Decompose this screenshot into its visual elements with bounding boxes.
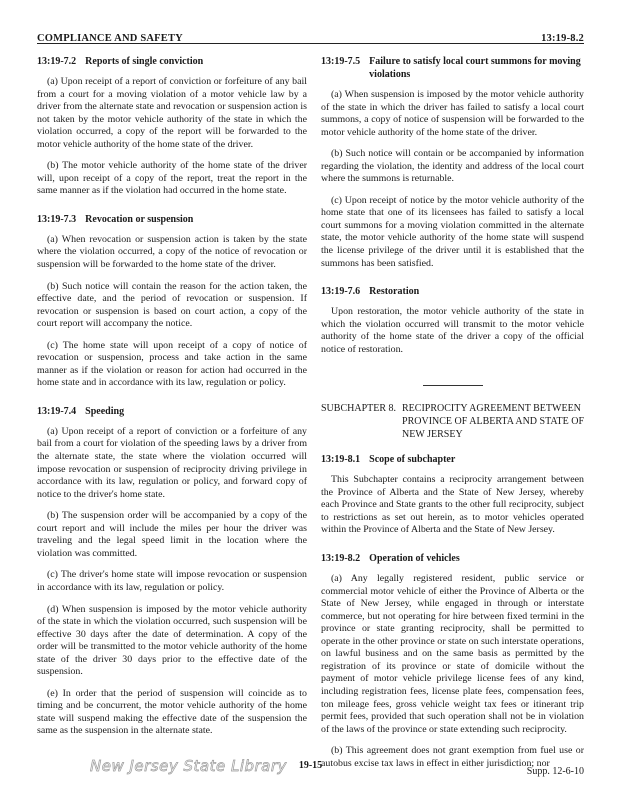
section-paragraph: (a) When revocation or suspension action is taken by the state where the violation occurred, a copy of the notice of revocation or suspension will be forwarded to the home state of the driver. — [37, 233, 307, 271]
section-title: Restoration — [369, 286, 420, 298]
section-paragraph: This Subchapter contains a reciprocity arrangement between the Province of Alberta and the State of New Jersey, whereby each Province and State grants to the other full reciprocity, subject to restrictions as set out herein, as to motor vehicles operated within the Province of Alberta and the State of New Jersey. — [321, 474, 584, 536]
section-paragraph: (d) When suspension is imposed by the motor vehicle authority of the state in which the violation occurred, such suspension will be effective 30 days after the date of determination. A copy of the order will be transmitted to the motor vehicle authority of the home state of the driver 30 days prior to the effective date of the suspension. — [37, 603, 307, 678]
header-rule — [37, 43, 584, 44]
right-column — [321, 55, 584, 785]
section-heading — [321, 55, 584, 81]
section-paragraph: (b) This agreement does not grant exemption from fuel use or autobus excise tax laws in effect in either jurisdiction; nor — [321, 745, 584, 769]
section-number: 13:19-7.5 — [321, 56, 361, 67]
section-number: 13:19-7.2 — [37, 56, 77, 67]
subchapter-sections — [321, 453, 584, 785]
section-title: Reports of single conviction — [85, 56, 204, 67]
section-paragraph: (c) The driver's home state will impose revocation or suspension in accordance with its law, regulation or policy. — [37, 569, 307, 593]
section-title: Revocation or suspension — [85, 213, 194, 225]
section-paragraph: (c) The home state will upon receipt of a copy of notice of revocation or suspension, process and take action in the same manner as if the violation or reason for action had occurred in the home state and in accordance with its law, regulation or policy. — [37, 339, 307, 389]
section-title: Operation of vehicles — [369, 553, 460, 565]
running-header — [37, 26, 584, 44]
section-paragraph: (b) Such notice will contain the reason for the action taken, the effective date, and the period of revocation or suspension. If revocation or suspension is based on court action, a copy of the court report will accompany the notice. — [37, 280, 307, 330]
section-heading — [37, 405, 307, 418]
right-column-sections — [321, 55, 584, 371]
header-section-range: 13:19-8.2 — [541, 33, 584, 44]
section-divider — [423, 385, 483, 386]
library-watermark: New Jersey State Library — [90, 757, 287, 775]
section-paragraph: (e) In order that the period of suspension will coincide as to timing and be concurrent, the motor vehicle authority of the home state will suspend making the effective date of the suspension the same as the suspension in the alternate state. — [37, 687, 307, 737]
section-heading — [321, 552, 584, 565]
section-heading — [37, 55, 307, 68]
section-paragraph: (a) Upon receipt of a report of conviction or a forfeiture of any bail from a court for violation of the speeding laws by a driver from the alternate state, the state where the violation occurred will impose revocation or suspension of reciprocity driving privilege in accordance with its law, regulation or policy, and forward copy of notice to the driver's home state. — [37, 425, 307, 500]
left-column — [37, 55, 307, 753]
section-paragraph: (a) When suspension is imposed by the motor vehicle authority of the state in which the driver has failed to satisfy a local court summons, a copy of notice of suspension will be forwarded to the motor vehicle authority of the home state of the driver. — [321, 89, 584, 138]
section-title: Speeding — [85, 405, 125, 417]
subchapter-heading — [321, 402, 584, 441]
section-title: Failure to satisfy local court summons for moving violations — [369, 56, 581, 80]
section-paragraph: (c) Upon receipt of notice by the motor vehicle authority of the home state that one of its licensees has failed to satisfy a local court summons for a moving violation committed in the alternate state, the motor vehicle authority of the home state will suspend the license privilege of the driver until it is established that the summons has been satisfied. — [321, 194, 584, 269]
supplement-date: Supp. 12-6-10 — [526, 766, 584, 777]
header-title: COMPLIANCE AND SAFETY — [37, 33, 183, 44]
section-number: 13:19-7.3 — [37, 213, 77, 225]
section-number: 13:19-7.4 — [37, 405, 77, 417]
section-paragraph: (b) The motor vehicle authority of the home state of the driver will, upon receipt of a copy of the report, treat the report in the same manner as if the violation had occurred in the home state. — [37, 160, 307, 197]
section-number: 13:19-8.2 — [321, 553, 361, 565]
section-heading — [321, 285, 584, 298]
page-number: 19-15 — [298, 760, 323, 771]
subchapter-title: RECIPROCITY AGREEMENT BETWEEN PROVINCE OF ALBERTA AND STATE OF NEW JERSEY — [402, 403, 585, 441]
section-paragraph: (a) Any legally registered resident, public service or commercial motor vehicle of either the Province of Alberta or the State of New Jersey, while engaged in through or interstate commerce, but not operating for hire between fixed termini in the province or state granting reciprocity, shall be permitted to operate in the other province or state on such interstate operations, on lawful business and on the same basis as permitted by the registration of its province or state of domicile without the payment of motor vehicle privilege license fees of any kind, including registration fees, license plate fees, compensation fees, ton mileage fees, gross vehicle weight tax fees or itinerant trip permit fees, provided that such operation shall not be in violation of the laws of the province or state extending such reciprocity. — [321, 573, 584, 735]
section-paragraph: Upon restoration, the motor vehicle authority of the state in which the violation occurred will transmit to the motor vehicle authority of the home state of the driver a copy of the official notice of restoration. — [321, 306, 584, 355]
section-paragraph: (b) The suspension order will be accompanied by a copy of the court report and will include the miles per hour the driver was traveling and the legal speed limit in the location where the violation was committed. — [37, 510, 307, 559]
section-heading — [321, 453, 584, 466]
section-number: 13:19-7.6 — [321, 286, 361, 298]
section-paragraph: (b) Such notice will contain or be accompanied by information regarding the violation, the identity and address of the local court where the summons is returnable. — [321, 148, 584, 185]
subchapter-label: SUBCHAPTER 8. — [321, 403, 397, 415]
section-paragraph: (a) Upon receipt of a report of conviction or forfeiture of any bail from a court for a moving violation of a motor vehicle law by a driver from the alternate state and revocation or suspension action is not taken by the motor vehicle authority of the state in which the violation occurred, a copy of the report will be forwarded to the motor vehicle authority of the home state of the driver. — [37, 76, 307, 150]
section-number: 13:19-8.1 — [321, 454, 361, 466]
section-title: Scope of subchapter — [369, 454, 456, 466]
section-heading — [37, 213, 307, 226]
